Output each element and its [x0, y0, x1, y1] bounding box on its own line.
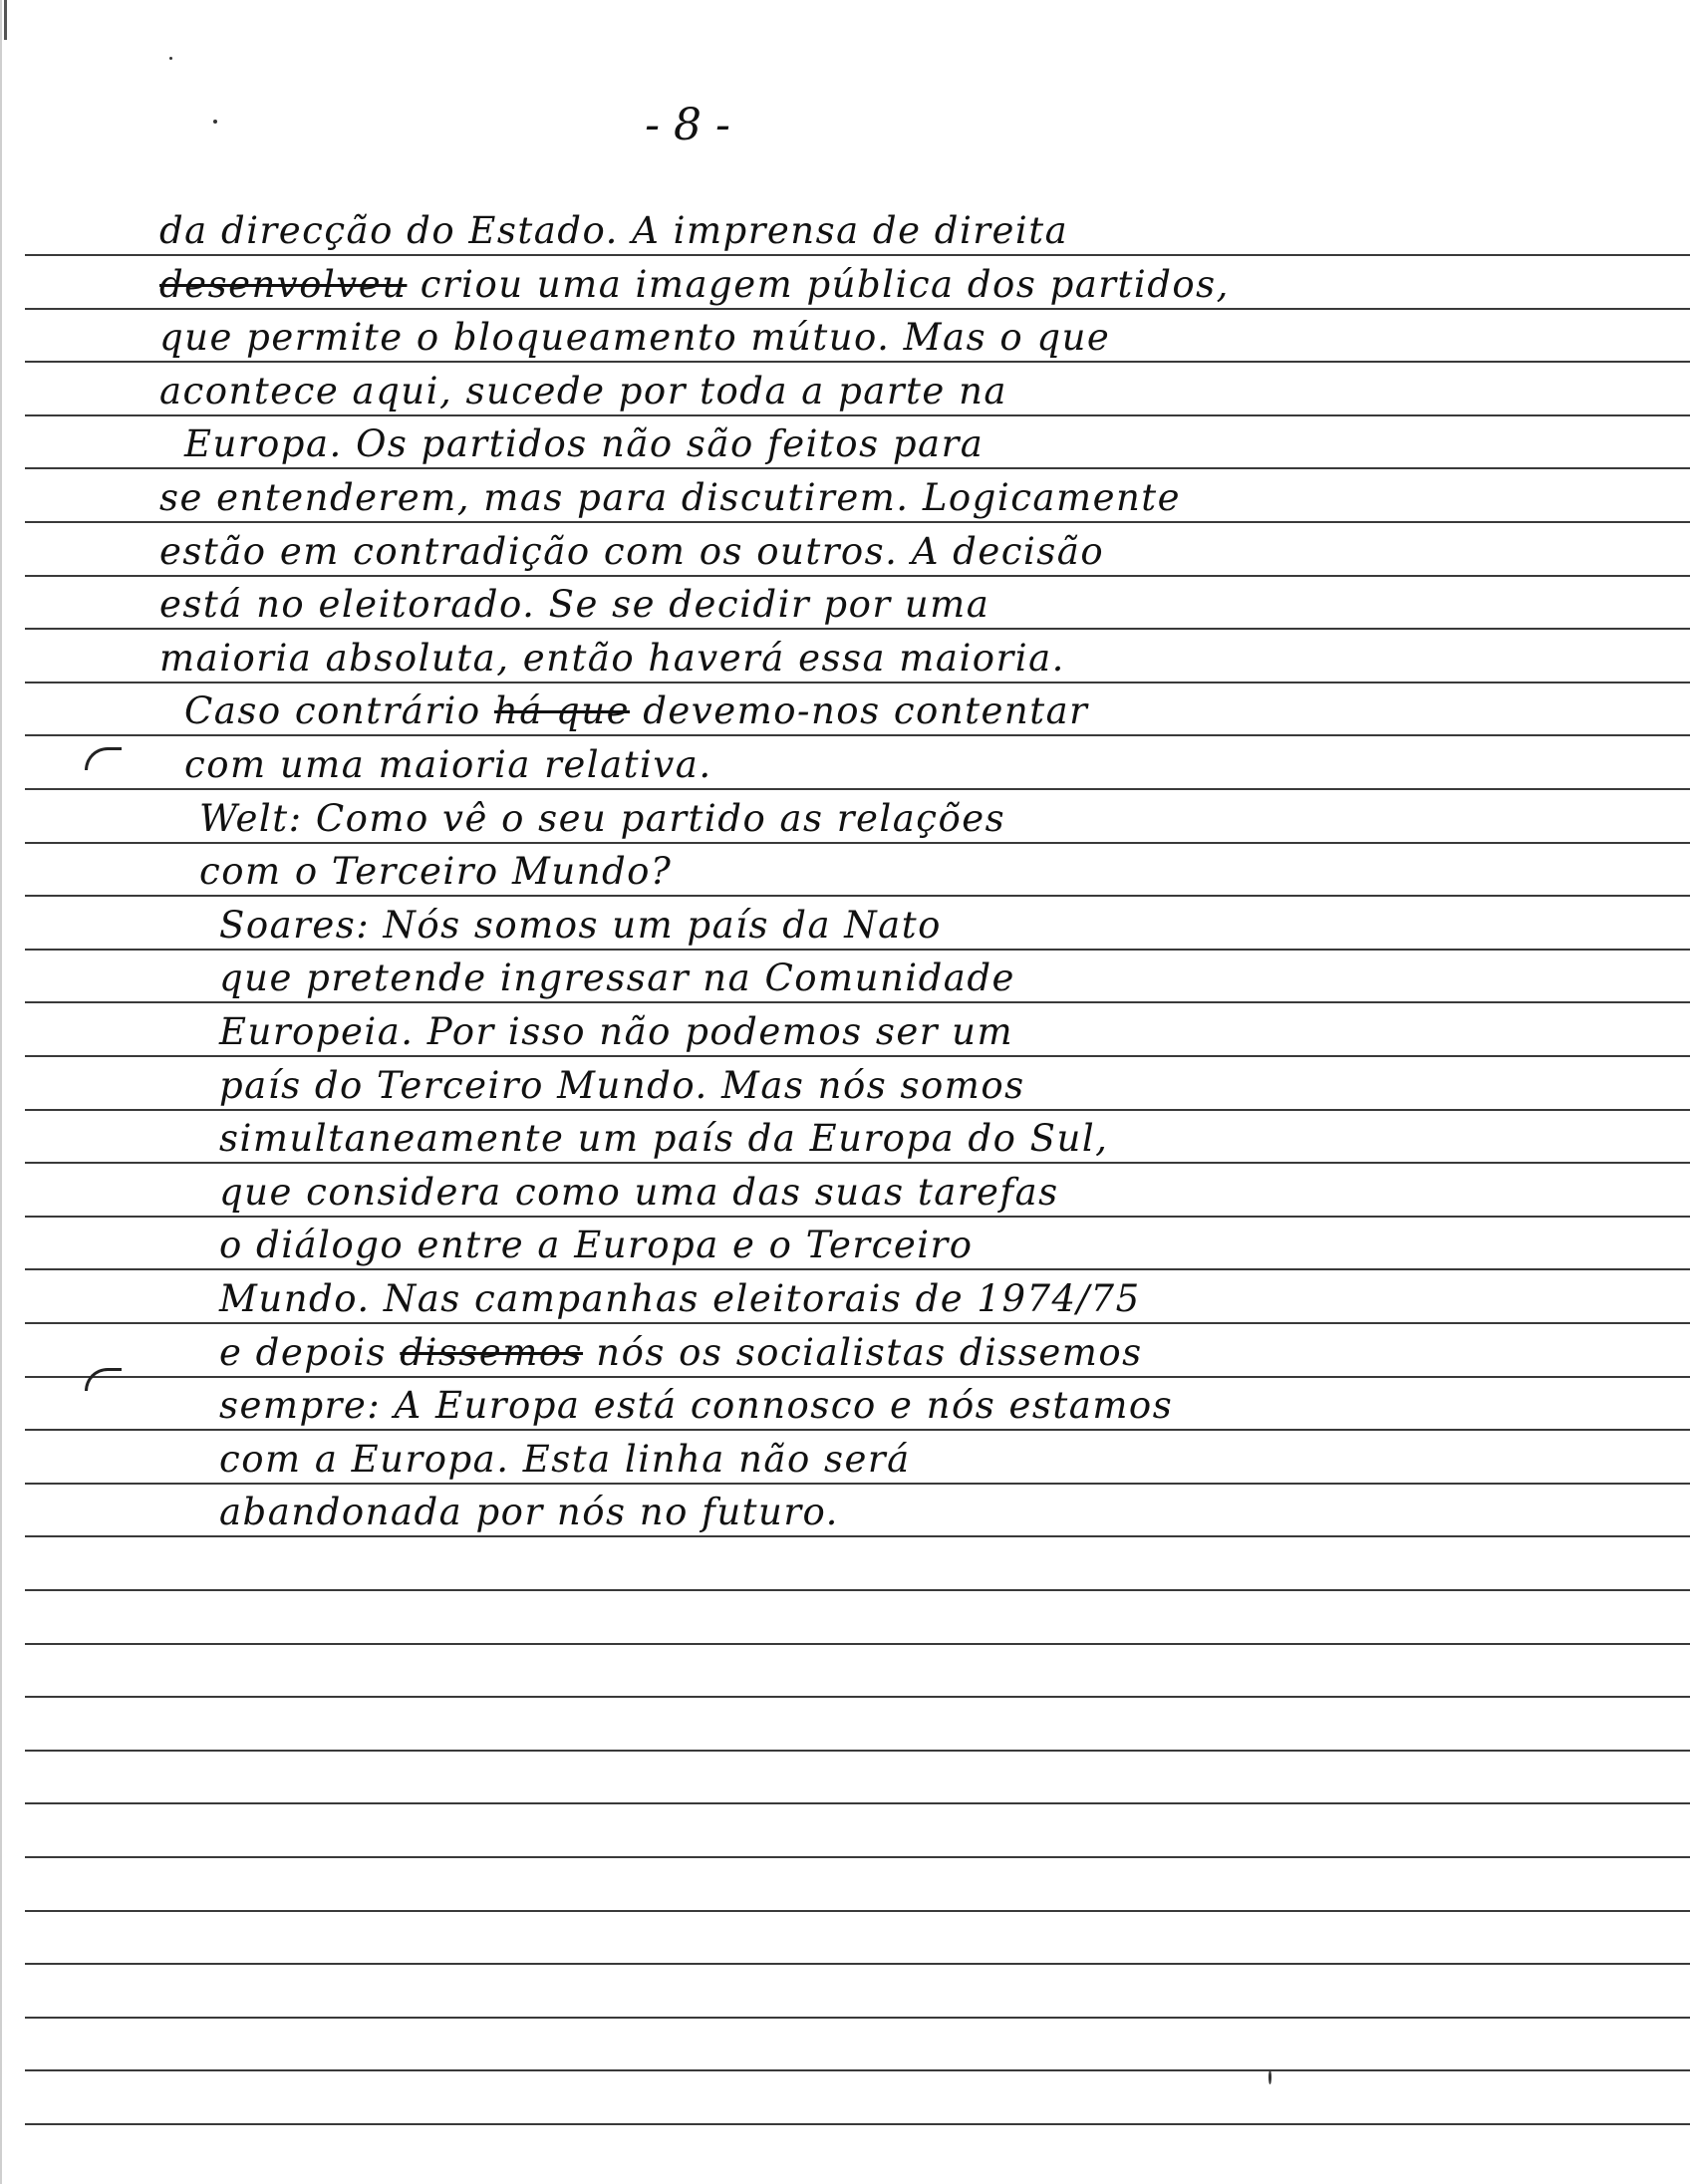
ruled-line	[25, 1535, 1690, 1537]
line-segment: maioria absoluta, então haverá essa maioria.	[159, 637, 1065, 680]
paper-speck	[213, 120, 217, 124]
line-text	[184, 743, 712, 786]
line-text	[159, 530, 1104, 573]
line-text	[219, 1064, 1025, 1107]
text-line	[0, 845, 1690, 895]
text-line	[0, 204, 1690, 254]
line-segment: da direcção do Estado. A imprensa de direita	[159, 209, 1069, 252]
ruled-line	[25, 1802, 1690, 1804]
line-text	[159, 637, 1065, 680]
text-line	[0, 1272, 1690, 1322]
ruled-line	[25, 1216, 1690, 1218]
text-line	[0, 417, 1690, 467]
ruled-line	[25, 1001, 1690, 1003]
ruled-line	[25, 575, 1690, 577]
text-line	[0, 1059, 1690, 1109]
text-line	[0, 684, 1690, 734]
text-line	[0, 365, 1690, 414]
line-text	[159, 583, 989, 626]
text-line	[0, 1005, 1690, 1055]
line-text	[159, 316, 1110, 359]
text-line	[0, 1379, 1690, 1429]
ruled-line	[25, 682, 1690, 683]
line-text	[184, 689, 1088, 732]
line-segment: e depois	[219, 1331, 401, 1374]
struck-word: desenvolveu	[159, 263, 408, 306]
paper-speck	[1268, 2070, 1271, 2084]
ruled-line	[25, 788, 1690, 790]
text-line	[0, 792, 1690, 842]
text-line	[0, 1112, 1690, 1162]
line-segment: sempre: A Europa está connosco e nós estamos	[219, 1384, 1174, 1427]
text-line	[0, 899, 1690, 949]
text-line	[0, 1486, 1690, 1535]
line-text	[219, 1384, 1173, 1427]
ruled-line	[25, 628, 1690, 630]
line-segment: Soares: Nós somos um país da Nato	[219, 904, 942, 947]
ruled-line	[25, 734, 1690, 736]
line-segment: que permite o bloqueamento mútuo. Mas o que	[159, 316, 1111, 359]
text-line	[0, 1433, 1690, 1483]
text-line	[0, 578, 1690, 628]
line-text	[184, 422, 984, 465]
ruled-line	[25, 1589, 1690, 1591]
ruled-line	[25, 1055, 1690, 1057]
text-line	[0, 952, 1690, 1001]
ruled-line	[25, 308, 1690, 310]
ruled-line	[25, 895, 1690, 897]
ruled-line	[25, 414, 1690, 416]
text-line	[0, 471, 1690, 521]
ruled-line	[25, 2123, 1690, 2125]
ruled-line	[25, 949, 1690, 951]
line-segment: com o Terceiro Mundo?	[199, 850, 673, 893]
ruled-line	[25, 1483, 1690, 1485]
ruled-line	[25, 521, 1690, 523]
line-segment: devemo-nos contentar	[629, 689, 1089, 732]
ruled-line	[25, 254, 1690, 256]
ruled-line	[25, 1109, 1690, 1111]
line-text	[159, 476, 1181, 519]
line-text	[159, 209, 1068, 252]
binding-mark	[4, 0, 7, 40]
line-segment: Europa. Os partidos não são feitos para	[184, 422, 985, 465]
text-line	[0, 738, 1690, 788]
ruled-line	[25, 1268, 1690, 1270]
line-segment: Caso contrário	[184, 689, 494, 732]
ruled-line	[25, 1162, 1690, 1164]
line-segment: se entenderem, mas para discutirem. Logicamente	[159, 476, 1182, 519]
line-text	[219, 1171, 1059, 1214]
line-text	[219, 1331, 1143, 1374]
text-line	[0, 525, 1690, 575]
ruled-line	[25, 361, 1690, 363]
ruled-line	[25, 1643, 1690, 1645]
ruled-line	[25, 1856, 1690, 1858]
ruled-line	[25, 1429, 1690, 1431]
paper-speck	[169, 57, 172, 60]
line-text	[199, 797, 1005, 840]
ruled-line	[25, 2069, 1690, 2071]
ruled-line	[25, 1376, 1690, 1378]
line-segment: país do Terceiro Mundo. Mas nós somos	[219, 1064, 1025, 1107]
ruled-line	[25, 1963, 1690, 1965]
line-segment: Mundo. Nas campanhas eleitorais de 1974/75	[219, 1277, 1141, 1320]
text-line	[0, 1219, 1690, 1268]
line-text	[219, 1010, 1013, 1053]
line-text	[219, 1438, 911, 1481]
line-text	[159, 370, 1007, 412]
line-text	[219, 956, 1015, 999]
ruled-line	[25, 467, 1690, 469]
line-segment: com uma maioria relativa.	[184, 743, 712, 786]
struck-word: dissemos	[400, 1331, 584, 1374]
ruled-line	[25, 1910, 1690, 1912]
line-segment: Welt: Como vê o seu partido as relações	[199, 797, 1006, 840]
line-text	[159, 263, 1230, 306]
line-segment: Europeia. Por isso não podemos ser um	[219, 1010, 1014, 1053]
line-segment: nós os socialistas dissemos	[583, 1331, 1143, 1374]
line-segment: que pretende ingressar na Comunidade	[219, 956, 1015, 999]
line-text	[219, 1491, 839, 1533]
text-line	[0, 311, 1690, 361]
line-segment: acontece aqui, sucede por toda a parte na	[159, 370, 1007, 412]
ruled-line	[25, 1322, 1690, 1324]
line-text	[219, 1277, 1141, 1320]
ruled-line	[25, 1750, 1690, 1752]
ruled-line	[25, 1696, 1690, 1698]
text-line	[0, 258, 1690, 308]
line-segment: criou uma imagem pública dos partidos,	[407, 263, 1230, 306]
line-segment: abandonada por nós no futuro.	[219, 1491, 839, 1533]
text-line	[0, 632, 1690, 682]
line-text	[219, 904, 942, 947]
line-segment: estão em contradição com os outros. A decisão	[159, 530, 1105, 573]
line-segment: que considera como uma das suas tarefas	[219, 1171, 1059, 1214]
text-line	[0, 1166, 1690, 1216]
ruled-line	[25, 2017, 1690, 2019]
line-segment: o diálogo entre a Europa e o Terceiro	[219, 1224, 974, 1266]
line-text	[219, 1117, 1108, 1160]
line-segment: com a Europa. Esta linha não será	[219, 1438, 911, 1481]
line-segment: simultaneamente um país da Europa do Sul,	[219, 1117, 1109, 1160]
page-number: - 8 -	[645, 100, 730, 150]
text-line	[0, 1326, 1690, 1376]
ruled-line	[25, 842, 1690, 844]
line-text	[219, 1224, 974, 1266]
line-text	[199, 850, 672, 893]
struck-word: há que	[493, 689, 630, 732]
line-segment: está no eleitorado. Se se decidir por uma	[159, 583, 990, 626]
